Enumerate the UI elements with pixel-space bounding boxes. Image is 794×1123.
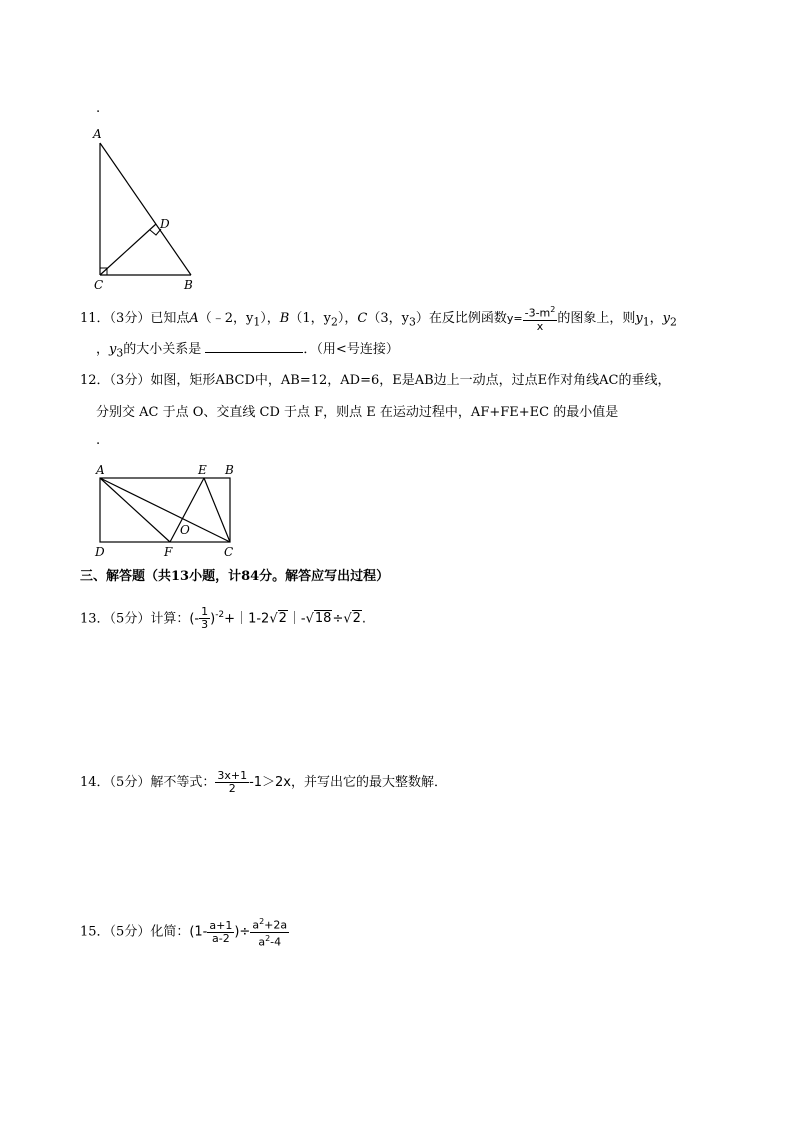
section-title: 三、解答题（共13小题，计84分。解答应写出过程）: [80, 569, 390, 584]
diagonal-ac: [100, 478, 230, 542]
q14-tail: ，并写出它的最大整数解．: [291, 775, 448, 790]
q11-y3: y: [109, 342, 117, 357]
q14-line: [80, 770, 447, 795]
q11-y1-sub: 1: [642, 315, 650, 329]
q12-text1: 如图，矩形ABCD中，AB=12，AD=6，E是AB边上一动点，过点E作对角线AC的垂线，: [150, 373, 671, 388]
q11-answer-blank[interactable]: [205, 340, 303, 353]
q13-end: .: [361, 611, 367, 627]
q15-number: 15．: [80, 924, 110, 940]
q11-y1: y: [635, 310, 643, 326]
q13-part1: +｜1-2: [224, 611, 270, 627]
q11-frac-sup: 2: [550, 305, 556, 314]
q13-frac-num: 1: [201, 605, 209, 619]
q11-point-a: A: [189, 310, 199, 326]
q15-fraction2: [250, 916, 289, 948]
q11-text2: 在反比例函数: [428, 310, 507, 326]
q15-label: 化简：: [150, 924, 190, 940]
label-c: C: [224, 545, 234, 559]
q13-exponent: -2: [215, 610, 225, 620]
q12-score: （3分）: [109, 373, 151, 388]
q13-open: (-: [189, 611, 200, 627]
q10-triangle-figure: [88, 124, 208, 294]
q13-number: 13．: [80, 611, 110, 627]
q13-sqrt3: 2: [352, 611, 361, 627]
q11-point-b: B: [279, 310, 290, 326]
q12-number: 12．: [80, 373, 110, 388]
q10-tail-dot: .: [96, 101, 101, 116]
q11-close3: ）: [415, 310, 429, 326]
q15-frac1-den: a-2: [212, 931, 230, 945]
q11-y2: y: [662, 310, 671, 326]
q11-y2-sub: 2: [670, 315, 677, 329]
q11-line2-prefix: ，: [96, 342, 110, 357]
label-d: D: [160, 217, 170, 231]
q11-comma4: ，: [649, 310, 663, 326]
q13-frac-den: 3: [201, 618, 209, 632]
q15-frac2-den-rest: -4: [270, 935, 282, 949]
q11-close1: ）: [260, 310, 267, 326]
q15-fraction1: [207, 920, 234, 945]
q13-score: （5分）: [109, 611, 151, 627]
q13-line: 13．（5分）计算：(- $\frac{1}{3}$ )$^{-2}$+｜1-2√2｜-√18÷√2.: [80, 605, 367, 632]
label-d: D: [95, 545, 105, 559]
q14-label: 解不等式：: [150, 775, 216, 790]
q13-div: ÷: [332, 611, 344, 627]
q11-c-coord: （3，y: [367, 310, 409, 326]
q11-frac-den: x: [536, 319, 544, 333]
q11-y-eq: y=: [506, 311, 523, 325]
q11-sub1: 1: [253, 315, 261, 329]
q13-sqrt2: 18: [314, 611, 332, 627]
label-o: O: [180, 523, 190, 537]
q11-point-c: C: [357, 310, 368, 326]
q11-text4: 的大小关系是: [123, 342, 202, 357]
side-ab: [100, 143, 191, 275]
q15-score: （5分）: [109, 924, 151, 940]
q13-close: ): [210, 611, 216, 627]
q11-line1: [80, 304, 677, 333]
q14-fraction: [215, 770, 249, 795]
q13-fraction: [199, 606, 210, 631]
q12-line1: [80, 372, 671, 390]
q11-sub2: 2: [330, 315, 338, 329]
q13-label: 计算：: [150, 611, 190, 627]
q15-frac2-den-base: a: [258, 935, 266, 949]
q14-number: 14．: [80, 775, 110, 790]
segment-cd: [100, 224, 156, 275]
q11-y3-sub: 3: [116, 346, 124, 360]
q12-rectangle-figure: [90, 460, 250, 560]
q12-line2: [96, 404, 618, 422]
label-c: C: [94, 278, 104, 292]
q15-open: (1-: [189, 924, 208, 940]
q11-a-coord: （﹣2，y: [198, 310, 254, 326]
q11-text5: ．（用<号连接）: [303, 342, 399, 357]
label-a: A: [93, 127, 102, 141]
q14-frac-num: 3x+1: [217, 769, 248, 782]
q12-text2: 分别交 AC 于点 O、交直线 CD 于点 F，则点 E 在运动过程中，AF+FE+EC 的最小值是: [96, 405, 619, 420]
q11-comma1: ，: [266, 310, 280, 326]
label-f: F: [164, 545, 173, 559]
q11-frac-num: -3-m: [524, 306, 551, 320]
q15-line: [80, 916, 289, 948]
q11-score: （3分）: [109, 310, 151, 326]
q11-comma2: ，: [344, 310, 358, 326]
segment-ec: [204, 478, 230, 542]
q14-frac-den: 2: [228, 782, 236, 795]
q15-frac2-num-sup: 2: [259, 917, 265, 926]
q11-number: 11．: [80, 310, 110, 326]
q15-frac2-num-base: a: [252, 918, 260, 932]
segment-af: [100, 478, 170, 542]
q15-frac2-den-sup: 2: [265, 933, 271, 943]
q11-sub3: 3: [408, 315, 416, 329]
label-a: A: [96, 463, 105, 477]
q11-text: 已知点: [150, 310, 190, 326]
q11-text3: 的图象上，则: [557, 310, 636, 326]
q15-close-div: )÷: [234, 924, 251, 940]
q11-b-coord: （1，y: [289, 310, 331, 326]
label-e: E: [198, 463, 207, 477]
q11-close2: ）: [337, 310, 345, 326]
q11-fraction: [523, 304, 558, 333]
q15-frac1-num: a+1: [209, 918, 233, 932]
label-b: B: [225, 463, 234, 477]
q14-score: （5分）: [109, 775, 151, 790]
q12-tail-dot: .: [96, 433, 101, 448]
q13-part2: ｜-: [287, 611, 306, 627]
q14-rest: -1＞2x: [249, 775, 292, 790]
label-b: B: [184, 278, 193, 292]
q13-sqrt1: 2: [278, 611, 287, 627]
q11-line2: [96, 340, 399, 363]
q15-frac2-num-rest: +2a: [264, 918, 288, 932]
